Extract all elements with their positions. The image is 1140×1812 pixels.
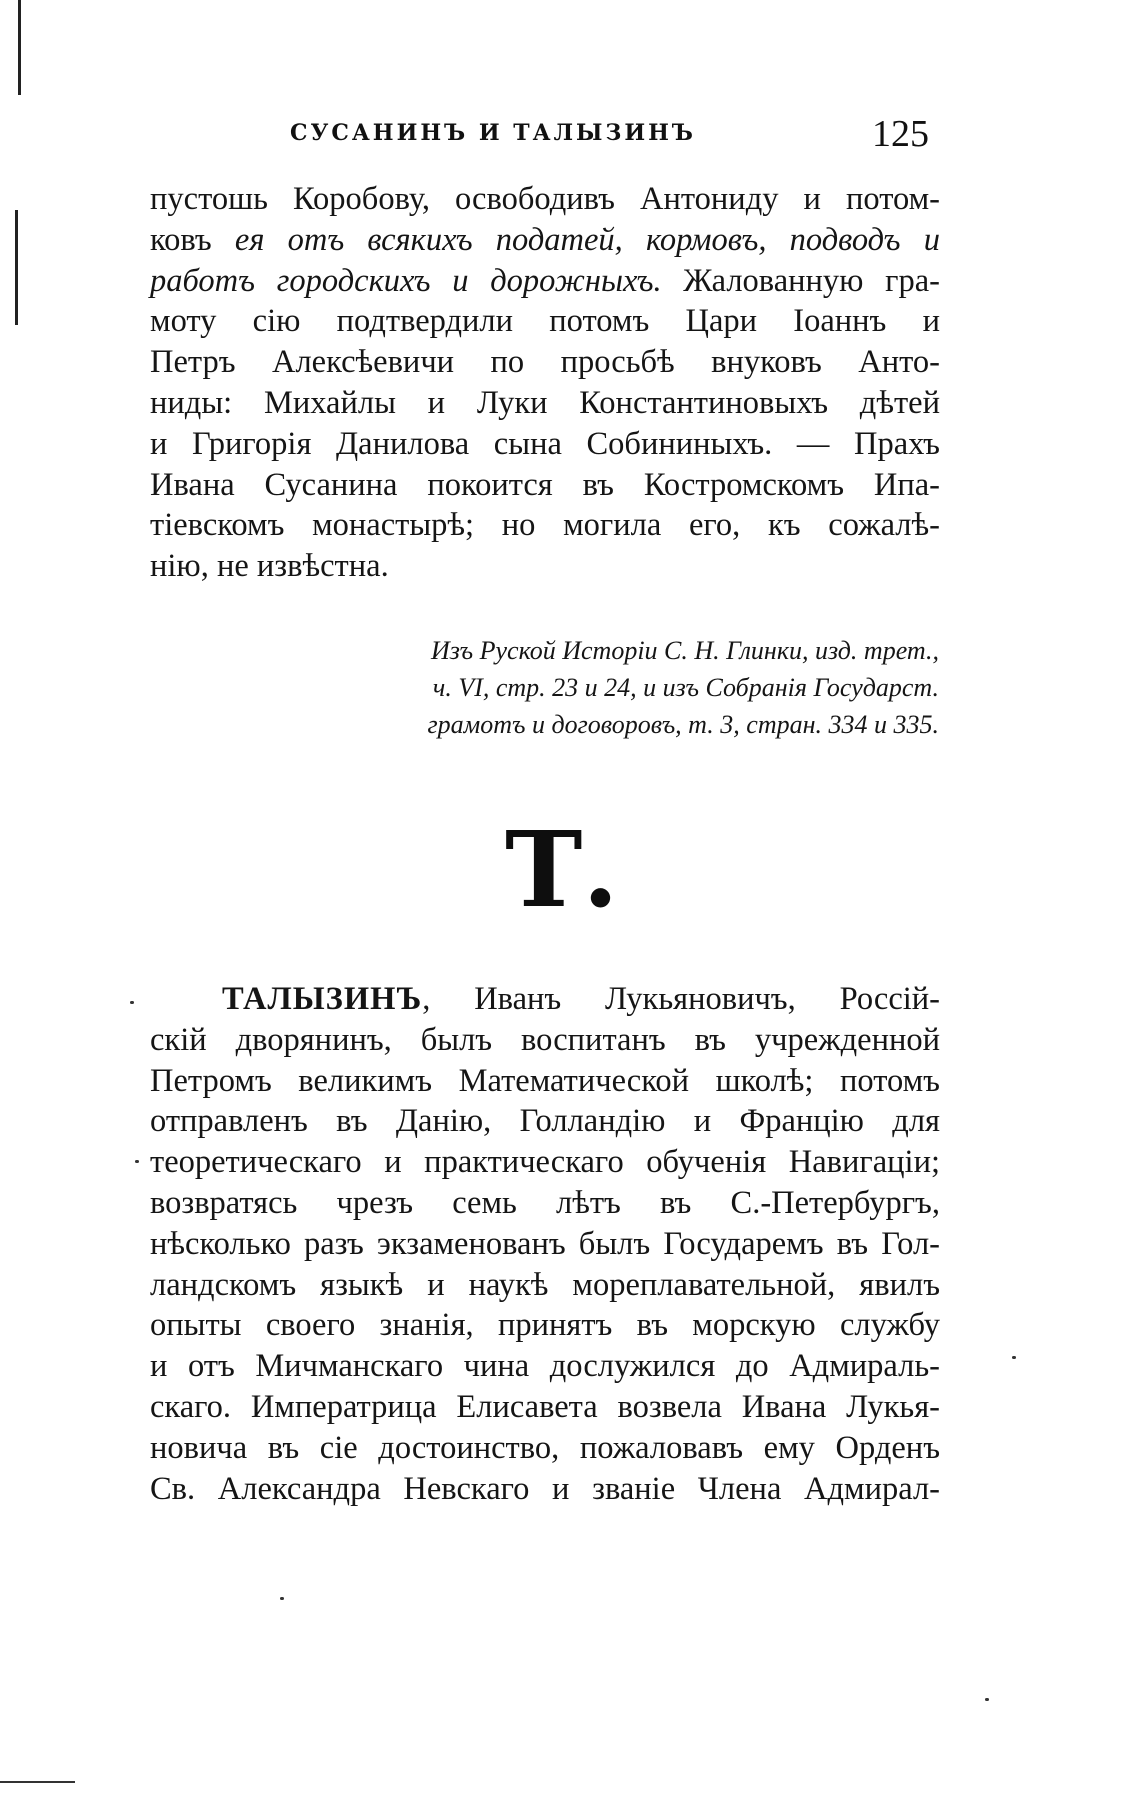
text-line: Св. Александра Невскаго и званіе Члена Адмирал- xyxy=(150,1470,940,1507)
text-line: работъ городскихъ и дорожныхъ. Жалованную гра- xyxy=(150,262,940,299)
susanin-text-block xyxy=(150,179,940,587)
text-line: возвратясь чрезъ семь лѣтъ въ С.-Петербургъ, xyxy=(150,1184,940,1221)
text-line: пустошь Коробову, освободивъ Антониду и потом- xyxy=(150,181,940,217)
text-line: опыты своего знанія, принятъ въ морскую службу xyxy=(150,1307,940,1344)
text-line: и Григорія Данилова сына Собининыхъ. — Прахъ xyxy=(150,425,940,462)
section-letter-heading: Т. xyxy=(505,808,619,931)
text-line: теоретическаго и практическаго обученія Навигаціи; xyxy=(150,1144,940,1181)
text-line: новича въ сіе достоинство, пожаловавъ ему Орденъ xyxy=(150,1429,940,1466)
text-line: нію, не извѣстна. xyxy=(150,548,389,585)
ink-speck xyxy=(1012,1356,1016,1359)
citation-line: Изъ Руской Исторіи С. Н. Глинки, изд. трет., xyxy=(431,636,939,665)
page-edge-mark-middle xyxy=(15,210,18,325)
ink-speck xyxy=(130,1001,134,1004)
text-line: моту сію подтвердили потомъ Цари Іоаннъ и xyxy=(150,303,940,340)
text-line: ниды: Михайлы и Луки Константиновыхъ дѣтей xyxy=(150,384,940,421)
source-citation xyxy=(296,632,939,743)
talyzin-text-block xyxy=(150,979,940,1509)
text-line: нѣсколько разъ экзаменованъ былъ Государемъ въ Гол- xyxy=(150,1225,940,1262)
ink-speck xyxy=(135,1160,139,1163)
text-line: ТАЛЫЗИНЪ, Иванъ Лукьяновичъ, Россій- xyxy=(222,981,940,1017)
text-line: тіевскомъ монастырѣ; но могила его, къ сожалѣ- xyxy=(150,507,940,544)
ink-speck xyxy=(280,1597,284,1600)
running-head: СУСАНИНЪ И ТАЛЫЗИНЪ xyxy=(290,120,696,146)
text-line: ландскомъ языкѣ и наукѣ мореплавательной, явилъ xyxy=(150,1266,940,1303)
text-line: Ивана Сусанина покоится въ Костромскомъ Ипа- xyxy=(150,466,940,503)
text-line: отправленъ въ Данію, Голландію и Францію для xyxy=(150,1103,940,1140)
page-number: 125 xyxy=(872,113,929,155)
ink-speck xyxy=(985,1698,989,1701)
page-edge-mark-top xyxy=(18,0,21,95)
text-line: и отъ Мичманскаго чина дослужился до Адмираль- xyxy=(150,1348,940,1385)
citation-line: ч. VI, стр. 23 и 24, и изъ Собранія Государст. xyxy=(432,673,939,702)
text-line: ковъ ея отъ всякихъ податей, кормовъ, подводъ и xyxy=(150,221,940,258)
citation-line: грамотъ и договоровъ, т. 3, стран. 334 и 335. xyxy=(427,710,939,739)
text-line: скаго. Императрица Елисавета возвела Ивана Лукья- xyxy=(150,1388,940,1425)
text-line: Петромъ великимъ Математической школѣ; потомъ xyxy=(150,1062,940,1099)
page-edge-mark-bottom xyxy=(0,1781,75,1783)
text-line: Петръ Алексѣевичи по просьбѣ внуковъ Анто- xyxy=(150,344,940,381)
entry-name: ТАЛЫЗИНЪ xyxy=(222,981,423,1017)
text-line: скій дворянинъ, былъ воспитанъ въ учрежденной xyxy=(150,1021,940,1058)
